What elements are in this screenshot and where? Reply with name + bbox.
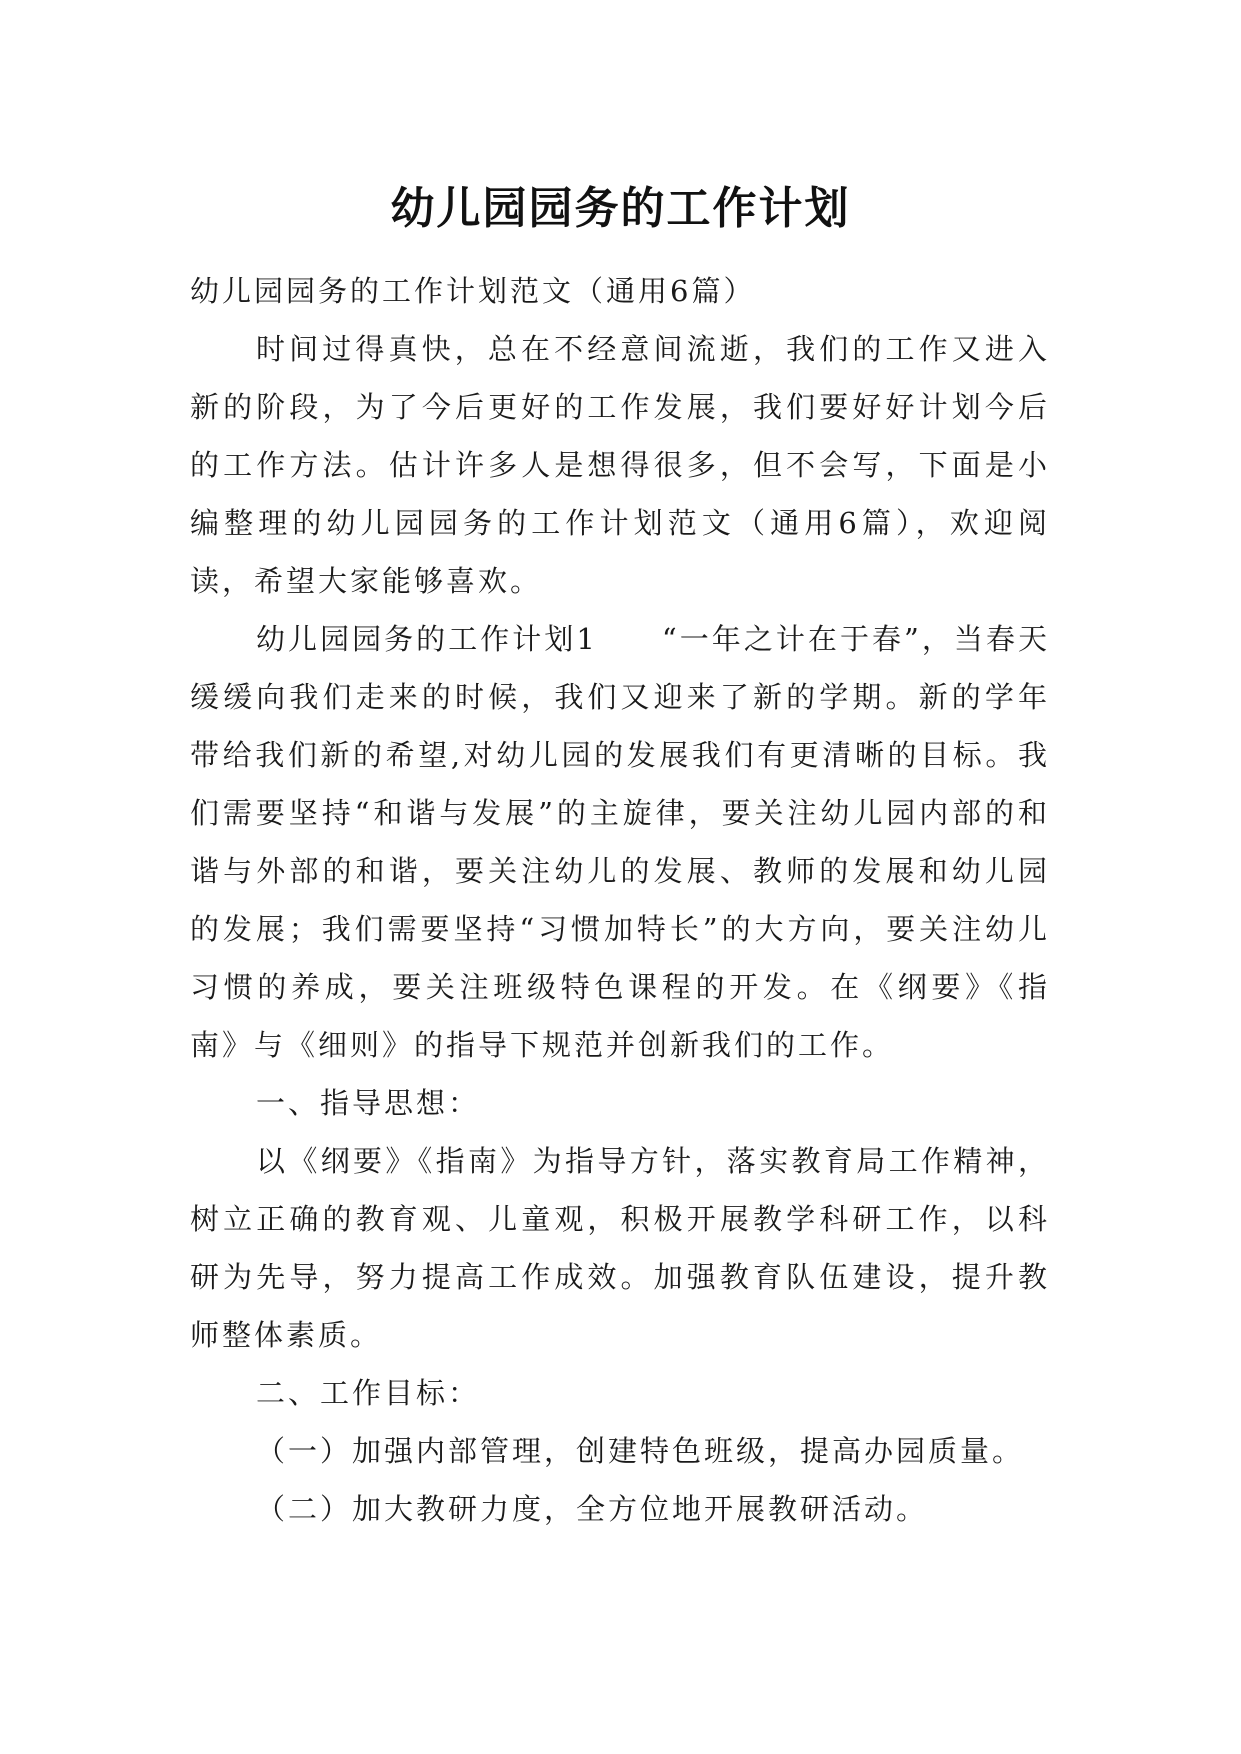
intro-paragraph: 时间过得真快，总在不经意间流逝，我们的工作又进入新的阶段，为了今后更好的工作发展，我们要好好计划今后的工作方法。估计许多人是想得很多，但不会写，下面是小编整理的幼儿园园务的工作计划范文（通用6篇），欢迎阅读，希望大家能够喜欢。 (190, 332, 1050, 598)
plan-1-paragraph: 幼儿园园务的工作计划1 “一年之计在于春”，当春天缓缓向我们走来的时候，我们又迎来了新的学期。新的学年带给我们新的希望,对幼儿园的发展我们有更清晰的目标。我们需要坚持“和谐与发展”的主旋律，要关注幼儿园内部的和谐与外部的和谐，要关注幼儿的发展、教师的发展和幼儿园的发展；我们需要坚持“习惯加特长”的大方向，要关注幼儿习惯的养成，要关注班级特色课程的开发。在《纲要》《指南》与《细则》的指导下规范并创新我们的工作。 (190, 622, 1050, 1062)
section-heading-work-goals: 二、工作目标： (256, 1376, 481, 1410)
section-heading-guiding-ideology: 一、指导思想： (256, 1086, 481, 1120)
goal-list-item-1: （一）加强内部管理，创建特色班级，提高办园质量。 (256, 1434, 1025, 1468)
document-subtitle: 幼儿园园务的工作计划范文（通用6篇） (190, 274, 756, 308)
document-body (190, 262, 1050, 1538)
document-title: 幼儿园园务的工作计划 (390, 183, 851, 235)
goal-list-item-2: （二）加大教研力度，全方位地开展教研活动。 (256, 1492, 929, 1526)
guiding-ideology-paragraph: 以《纲要》《指南》为指导方针，落实教育局工作精神，树立正确的教育观、儿童观，积极开展教学科研工作，以科研为先导，努力提高工作成效。加强教育队伍建设，提升教师整体素质。 (190, 1144, 1050, 1352)
